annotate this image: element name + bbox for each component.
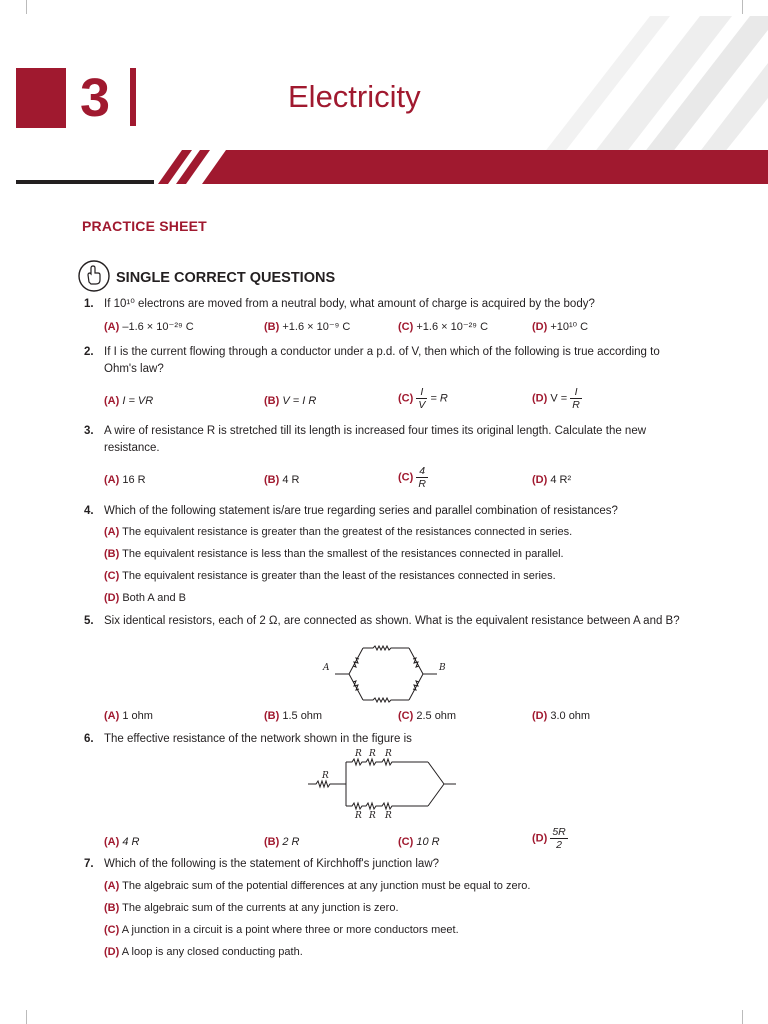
- option-label: (A): [104, 395, 120, 407]
- fraction-denominator: 2: [556, 839, 562, 851]
- option-text: The equivalent resistance is greater than the greatest of the resistances connected in series.: [122, 526, 573, 538]
- chapter-block: [16, 68, 66, 128]
- option-label: (A): [104, 836, 120, 848]
- option: [398, 386, 448, 411]
- option-text: A loop is any closed conducting path.: [121, 946, 303, 958]
- hexagon-resistor-circuit-figure: [315, 640, 455, 708]
- option: [532, 474, 571, 486]
- option-label: (D): [104, 946, 120, 958]
- option: [104, 474, 146, 486]
- crop-mark: [26, 0, 27, 14]
- question-number: 1.: [84, 298, 94, 310]
- figure-label: R: [355, 749, 362, 759]
- option-label: (C): [398, 836, 414, 848]
- option-label: (A): [104, 526, 120, 538]
- option-text: 3.0 ohm: [550, 710, 591, 722]
- option: [104, 924, 459, 936]
- header-stripes-decoration: [470, 8, 768, 158]
- option-text: The equivalent resistance is less than the smallest of the resistances connected in parallel.: [122, 548, 564, 560]
- hand-pointer-icon: [76, 258, 112, 294]
- option: [104, 946, 303, 958]
- figure-label: B: [439, 663, 446, 673]
- question-number: 4.: [84, 505, 94, 517]
- crop-mark: [742, 1010, 743, 1024]
- option-label: (D): [532, 392, 548, 405]
- question-text: Which of the following is the statement of Kirchhoff's junction law?: [104, 858, 440, 870]
- question-text: If 10¹⁰ electrons are moved from a neutral body, what amount of charge is acquired by the body?: [104, 298, 595, 310]
- question-number: 2.: [84, 346, 94, 358]
- option: [264, 474, 299, 486]
- option-label: (B): [264, 474, 280, 486]
- option-text: The algebraic sum of the potential differences at any junction must be equal to zero.: [122, 880, 531, 892]
- option: [104, 570, 556, 582]
- option: [104, 902, 399, 914]
- option-text: 4 R²: [550, 474, 572, 486]
- option-text: 10 R: [416, 836, 440, 848]
- question-number: 7.: [84, 858, 94, 870]
- figure-label: R: [322, 771, 329, 781]
- option-text: 1.5 ohm: [282, 710, 323, 722]
- option-text: = R: [430, 392, 448, 405]
- fraction-denominator: R: [572, 399, 580, 411]
- chapter-number: 3: [80, 68, 111, 128]
- fraction-denominator: R: [418, 478, 426, 490]
- option: [104, 526, 572, 538]
- option-label: (B): [104, 548, 120, 560]
- option-text: 2 R: [282, 836, 300, 848]
- resistor-network-figure: [300, 748, 460, 820]
- option-text: The equivalent resistance is greater than the least of the resistances connected in series.: [122, 570, 556, 582]
- crop-mark: [742, 0, 743, 14]
- option-label: (C): [104, 924, 120, 936]
- option: [398, 320, 488, 333]
- option-label: (B): [264, 710, 280, 722]
- option-label: (D): [532, 321, 548, 333]
- fraction: [570, 386, 582, 411]
- fraction-numerator: I: [570, 386, 582, 399]
- option-text: 1 ohm: [122, 710, 153, 722]
- question-text: Six identical resistors, each of 2 Ω, are connected as shown. What is the equivalent resistance between A and B?: [104, 615, 680, 627]
- option-label: (A): [104, 710, 120, 722]
- option-text: I = VR: [122, 395, 154, 407]
- option: [104, 395, 153, 407]
- question-text: Which of the following statement is/are true regarding series and parallel combination of resistances?: [104, 505, 618, 517]
- option-label: (C): [398, 710, 414, 722]
- option: [398, 710, 456, 722]
- option-label: (A): [104, 474, 120, 486]
- option-text: 4 R: [122, 836, 140, 848]
- chapter-title: Electricity: [288, 79, 421, 114]
- option: [264, 395, 316, 407]
- fraction: [550, 826, 567, 851]
- option-label: (C): [104, 570, 120, 582]
- option: [104, 880, 530, 892]
- option-text: 2.5 ohm: [416, 710, 457, 722]
- option: [398, 836, 440, 848]
- figure-label: R: [385, 811, 392, 820]
- option-text: +1.6 × 10⁻²⁹ C: [416, 321, 489, 333]
- figure-label: R: [369, 749, 376, 759]
- option: [398, 465, 428, 490]
- crop-mark: [26, 1010, 27, 1024]
- option: [104, 710, 153, 722]
- option-label: (A): [104, 321, 120, 333]
- option-label: (D): [532, 832, 548, 845]
- option-text: V =: [550, 392, 568, 405]
- option-text: A junction in a circuit is a point where three or more conductors meet.: [121, 924, 459, 936]
- header-band: [0, 146, 768, 190]
- figure-label: A: [323, 663, 330, 673]
- option: [104, 592, 186, 604]
- fraction-numerator: 5R: [552, 826, 566, 838]
- fraction-numerator: 4: [416, 465, 428, 478]
- option: [532, 826, 568, 851]
- option-text: 4 R: [282, 474, 300, 486]
- fraction: [416, 386, 427, 411]
- section-title: SINGLE CORRECT QUESTIONS: [116, 270, 336, 286]
- option: [104, 320, 194, 333]
- option-label: (B): [104, 902, 120, 914]
- option-label: (C): [398, 321, 414, 333]
- option-label: (D): [532, 710, 548, 722]
- option: [104, 836, 139, 848]
- fraction: [416, 465, 428, 490]
- fraction-numerator: I: [416, 386, 427, 399]
- option: [532, 710, 590, 722]
- option-text: –1.6 × 10⁻²⁹ C: [122, 321, 194, 333]
- option: [532, 386, 582, 411]
- option-text: 16 R: [122, 474, 146, 486]
- option-label: (B): [264, 321, 280, 333]
- question-number: 6.: [84, 733, 94, 745]
- option: [104, 548, 564, 560]
- fraction-denominator: V: [418, 399, 426, 411]
- option: [264, 320, 350, 333]
- option-label: (C): [398, 392, 414, 405]
- option-label: (D): [104, 592, 120, 604]
- sheet-title: PRACTICE SHEET: [82, 218, 207, 234]
- option: [532, 320, 588, 333]
- question-number: 3.: [84, 425, 94, 437]
- option-text: The algebraic sum of the currents at any junction is zero.: [122, 902, 399, 914]
- figure-label: R: [385, 749, 392, 759]
- figure-label: R: [369, 811, 376, 820]
- option-text: V = I R: [282, 395, 317, 407]
- option-text: +1.6 × 10⁻⁹ C: [282, 321, 351, 333]
- option: [264, 710, 322, 722]
- figure-label: R: [355, 811, 362, 820]
- option-text: +10¹⁰ C: [550, 321, 589, 333]
- question-text: The effective resistance of the network shown in the figure is: [104, 733, 412, 745]
- option-label: (B): [264, 395, 280, 407]
- option-label: (A): [104, 880, 120, 892]
- question-text: If I is the current flowing through a conductor under a p.d. of V, then which of the following is true according to Ohm's law?: [104, 346, 660, 375]
- option-text: Both A and B: [122, 592, 186, 604]
- option-label: (D): [532, 474, 548, 486]
- question-text: A wire of resistance R is stretched till its length is increased four times its original length. Calculate the new resistance.: [104, 425, 647, 454]
- chapter-divider: [130, 68, 136, 126]
- option-label: (C): [398, 471, 414, 484]
- option-label: (B): [264, 836, 280, 848]
- option: [264, 836, 299, 848]
- question-number: 5.: [84, 615, 94, 627]
